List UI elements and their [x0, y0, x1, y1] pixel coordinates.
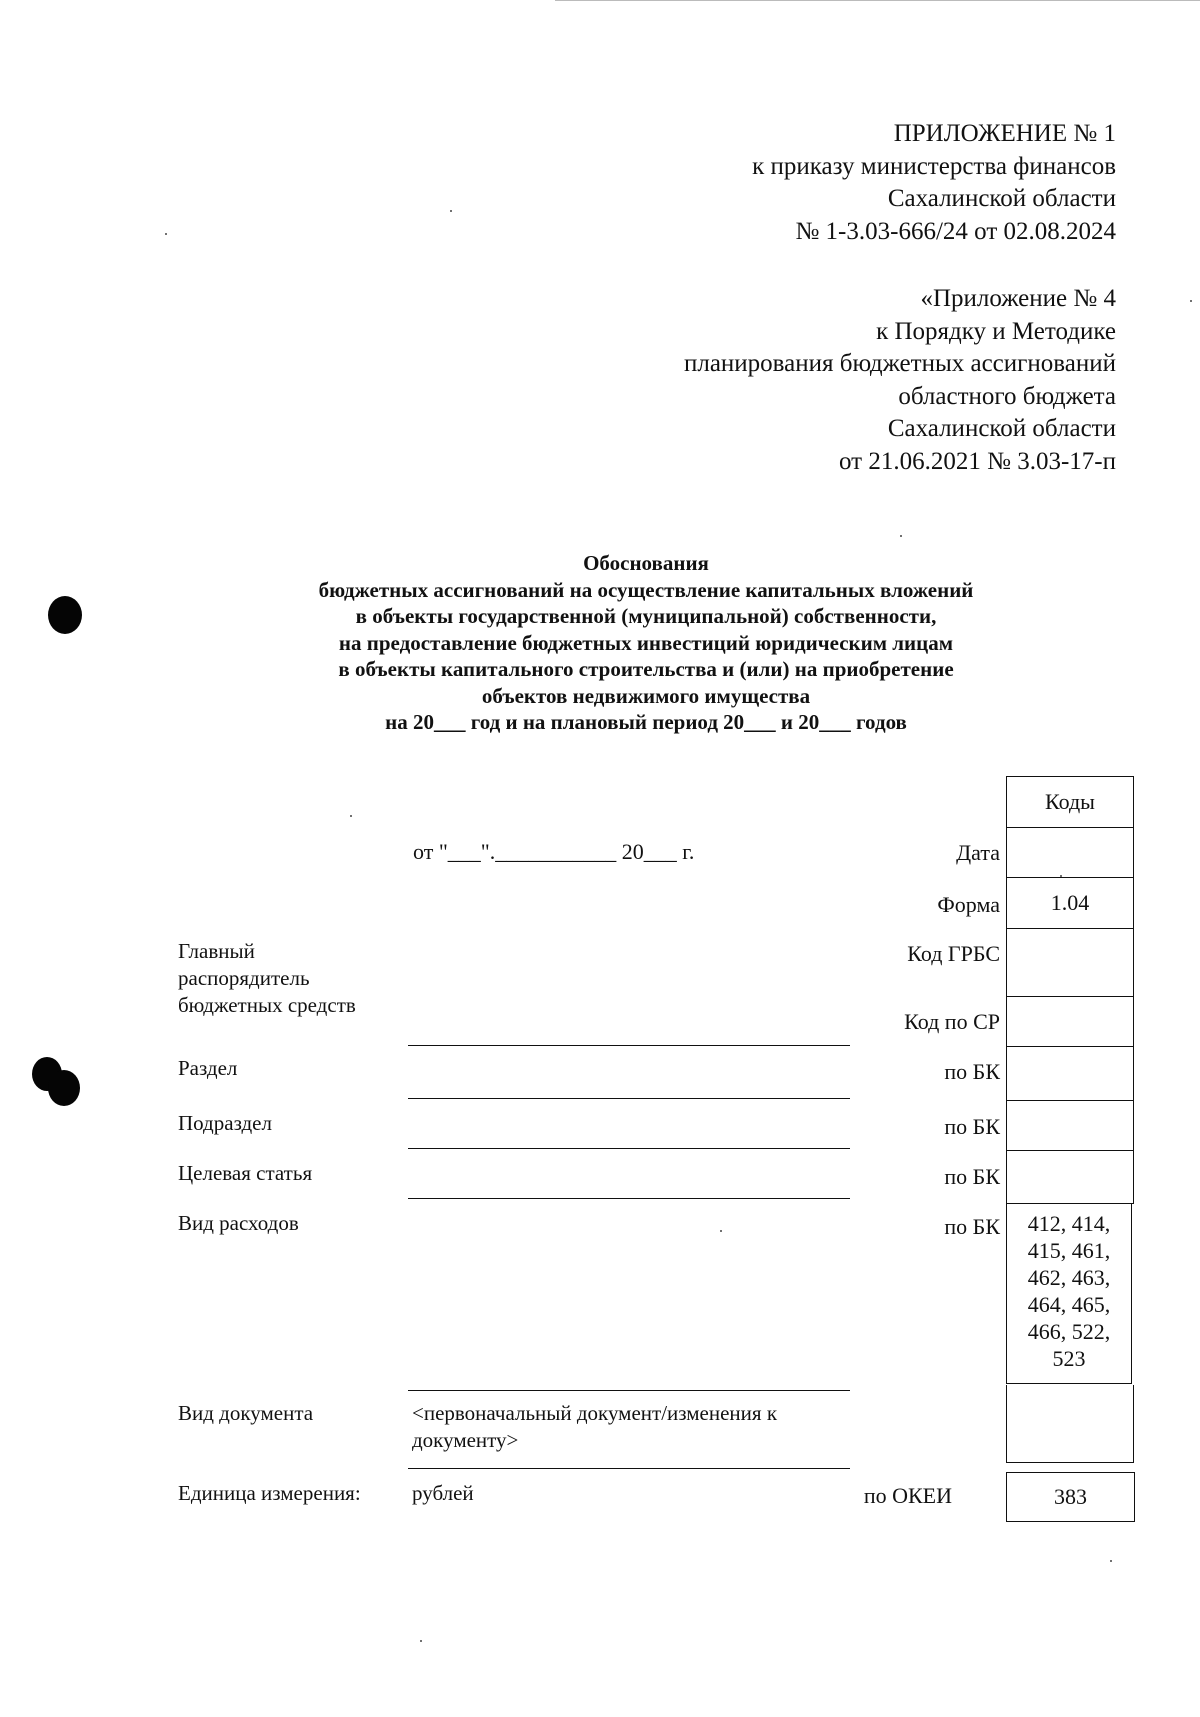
label-vid-rashodov: Вид расходов	[178, 1211, 299, 1235]
scan-speck	[165, 233, 167, 235]
code-cell-vid-doc	[1006, 1385, 1134, 1463]
title-line: на 20___ год и на плановый период 20___ и 20___ годов	[385, 710, 907, 734]
code-cell-grbs	[1006, 929, 1134, 997]
appendix-4-line: «Приложение № 4	[920, 285, 1116, 312]
codes-header: Коды	[1045, 789, 1095, 814]
appendix-4-line: областного бюджета	[898, 382, 1116, 410]
appendix-4-line: планирования бюджетных ассигнований	[683, 350, 1116, 377]
label-grbs: Код ГРБС	[907, 941, 1000, 966]
fill-line-podrazdel	[408, 1148, 850, 1149]
vid-rashodov-code: 466, 522,	[1027, 1319, 1111, 1344]
grbs-label-line: бюджетных средств	[178, 993, 356, 1017]
code-cell-date	[1006, 827, 1134, 878]
code-cell-razdel	[1006, 1047, 1134, 1101]
fill-line-vid-doc	[408, 1468, 850, 1469]
scan-speck	[450, 210, 452, 212]
vid-rashodov-code: 412, 414,	[1027, 1211, 1111, 1236]
label-bk-razdel: по БК	[944, 1059, 1000, 1084]
label-okei: по ОКЕИ	[863, 1483, 952, 1508]
label-razdel: Раздел	[178, 1056, 238, 1080]
punch-hole-bottom-2	[48, 1070, 80, 1106]
form-code-value: 1.04	[1050, 890, 1090, 915]
vid-rashodov-code: 464, 465,	[1027, 1292, 1111, 1317]
document-title	[0, 550, 1200, 736]
grbs-label-line: Главный	[178, 939, 255, 963]
appendix-4-line: от 21.06.2021 № 3.03-17-п	[839, 447, 1116, 475]
scan-speck	[1190, 300, 1192, 302]
label-bk-podrazdel: по БК	[944, 1114, 1000, 1139]
appendix-1-line: ПРИЛОЖЕНИЕ № 1	[893, 120, 1116, 147]
document-date-line: от "___".___________ 20___ г.	[413, 839, 695, 864]
label-vid-doc: Вид документа	[178, 1401, 314, 1425]
vid-doc-value: <первоначальный документ/изменения к документу>	[412, 1401, 778, 1452]
label-form: Форма	[937, 892, 1000, 917]
label-date: Дата	[956, 840, 1000, 865]
fill-line-razdel	[408, 1098, 850, 1099]
title-line: в объекты государственной (муниципальной) собственности,	[355, 604, 937, 628]
vid-rashodov-code: 415, 461,	[1027, 1238, 1111, 1263]
appendix-1-header	[752, 118, 1116, 248]
label-podrazdel: Подраздел	[178, 1111, 272, 1135]
title-line: объектов недвижимого имущества	[481, 683, 811, 708]
title-line: на предоставление бюджетных инвестиций юридическим лицам	[338, 630, 954, 655]
title-line: Обоснования	[583, 551, 709, 575]
appendix-4-line: Сахалинской области	[887, 415, 1116, 442]
title-line: в объекты капитального строительства и (или) на приобретение	[338, 657, 954, 681]
scan-speck	[900, 535, 902, 537]
code-cell-form	[1006, 878, 1134, 929]
code-cell-podrazdel	[1006, 1101, 1134, 1151]
scan-speck	[1110, 1560, 1112, 1562]
label-bk-celevaya: по БК	[944, 1164, 1000, 1189]
scan-speck	[720, 1230, 722, 1232]
appendix-4-header	[684, 283, 1116, 478]
fill-line-celevaya	[408, 1198, 850, 1199]
code-cell-vid-rashodov	[1006, 1204, 1132, 1384]
code-cell-sr	[1006, 997, 1134, 1047]
label-grbs-main	[178, 938, 356, 1019]
title-line: бюджетных ассигнований на осуществление капитальных вложений	[318, 577, 974, 602]
unit-value: рублей	[412, 1481, 474, 1505]
appendix-4-line: к Порядку и Методике	[876, 317, 1116, 345]
scan-speck	[420, 1640, 422, 1642]
vid-rashodov-code: 523	[1052, 1346, 1086, 1371]
label-unit: Единица измерения:	[178, 1481, 361, 1505]
label-sr: Код по СР	[904, 1009, 1000, 1034]
scan-edge-line	[555, 0, 1200, 1]
appendix-1-line: № 1-3.03-666/24 от 02.08.2024	[795, 217, 1116, 245]
okei-code-value: 383	[1054, 1484, 1087, 1509]
vid-rashodov-code: 462, 463,	[1027, 1265, 1111, 1290]
code-cell-okei	[1006, 1472, 1135, 1522]
label-bk-vid-rashodov: по БК	[944, 1214, 1000, 1239]
code-cell-celevaya	[1006, 1151, 1134, 1204]
fill-line-vid-rashodov	[408, 1390, 850, 1391]
grbs-label-line: распорядитель	[178, 966, 310, 990]
appendix-1-line: Сахалинской области	[887, 185, 1116, 212]
fill-line-grbs	[408, 1045, 850, 1046]
codes-header-cell	[1006, 776, 1134, 828]
scan-speck	[350, 815, 352, 817]
label-celevaya: Целевая статья	[178, 1161, 313, 1185]
appendix-1-line: к приказу министерства финансов	[752, 152, 1116, 180]
